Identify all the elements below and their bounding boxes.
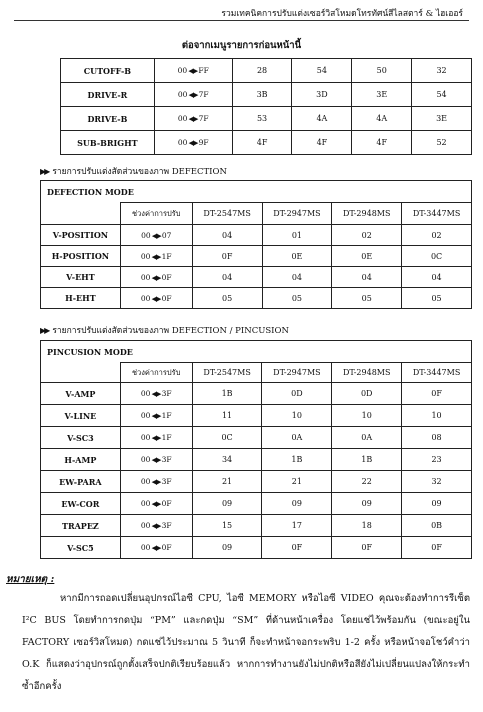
value-cell: 05 — [332, 288, 402, 309]
value-cell: 4F — [292, 131, 352, 155]
value-cell: 0E — [262, 246, 332, 267]
value-cell: 1B — [262, 449, 332, 471]
note-body: หากมีการถอดเปลี่ยนอุปกรณ์ไอซี CPU, ไอซี MEMORY หรือไอซี VIDEO คุณจะต้องทำการรีเซ็ต I²C BUS โดยทำการกดปุ่ม “PM” และกดปุ่ม “SM” ที่ด้านหน้าเครื่อง โดยแช่ไว้พร้อมกัน (ขณะอยู่ใน FACTORY เซอร์วิสโหมด) กดแช่ไว้ประมาณ 5 วินาที ก็จะทำหน้าจอกระพริบ 1-2 ครั้ง หรือหน้าจอโชว์คำว่า O.K ก็แสดงว่าอุปกรณ์ถูกตั้งเสร็จปกติเรียบร้อยแล้ว หากการทำงานยังไม่ปกติหรือสียังไม่เปลี่ยนแปลงให้กระทำซ้ำอีกครั้ง — [22, 593, 470, 692]
value-cell: 15 — [192, 515, 262, 537]
value-cell: 34 — [192, 449, 262, 471]
row-label: EW-PARA — [41, 471, 121, 493]
value-cell: 08 — [402, 427, 472, 449]
value-cell: 32 — [412, 59, 472, 83]
model-header: DT-2547MS — [192, 363, 262, 383]
range-to: 3F — [161, 455, 172, 464]
value-cell: 1B — [192, 383, 262, 405]
range-arrows-icon: ◀▶ — [150, 273, 162, 282]
row-label: H-EHT — [41, 288, 121, 309]
range-arrows-icon: ◀▶ — [187, 67, 199, 75]
range-cell — [120, 288, 192, 309]
range-to: 0F — [161, 543, 172, 552]
table-row — [41, 405, 472, 427]
value-cell: 0C — [402, 246, 472, 267]
range-cell — [120, 427, 192, 449]
table-row — [41, 537, 472, 559]
row-label: H-POSITION — [41, 246, 121, 267]
range-to: 0F — [161, 272, 172, 282]
row-label: V-POSITION — [41, 225, 121, 246]
range-from: 00 — [140, 477, 151, 486]
range-arrows-icon: ◀▶ — [187, 91, 199, 99]
pincusion-mode-label: PINCUSION MODE — [41, 341, 472, 363]
value-cell: 0E — [332, 246, 402, 267]
model-header: DT-2947MS — [262, 203, 332, 225]
value-cell: 0F — [262, 537, 332, 559]
value-cell: 0F — [402, 383, 472, 405]
value-cell: 3E — [412, 107, 472, 131]
range-arrows-icon: ◀▶ — [150, 412, 162, 420]
value-cell: 09 — [192, 537, 262, 559]
model-header: DT-2547MS — [192, 203, 262, 225]
model-header: DT-3447MS — [402, 363, 472, 383]
range-from: 00 — [140, 251, 151, 261]
table-continued — [60, 58, 472, 155]
value-cell: 18 — [332, 515, 402, 537]
table-row — [41, 493, 472, 515]
defection-mode-label: DEFECTION MODE — [41, 181, 472, 203]
range-to: 07 — [161, 230, 172, 240]
table-row — [41, 288, 472, 309]
value-cell: 0F — [332, 537, 402, 559]
header-blank — [41, 203, 121, 225]
value-cell: 0C — [192, 427, 262, 449]
range-cell — [120, 515, 192, 537]
value-cell: 52 — [412, 131, 472, 155]
value-cell: 10 — [402, 405, 472, 427]
value-cell: 54 — [412, 83, 472, 107]
value-cell: 3B — [232, 83, 292, 107]
range-arrows-icon: ◀▶ — [150, 478, 162, 486]
table-pincusion — [40, 340, 472, 559]
value-cell: 09 — [402, 493, 472, 515]
table-row — [41, 267, 472, 288]
range-from: 00 — [140, 293, 151, 303]
range-to: 1F — [161, 433, 172, 442]
range-to: 3F — [161, 477, 172, 486]
continued-caption: ต่อจากเมนูรายการก่อนหน้านี้ — [181, 40, 302, 51]
value-cell: 4F — [352, 131, 412, 155]
range-arrows-icon: ◀▶ — [150, 252, 162, 261]
value-cell: 05 — [192, 288, 262, 309]
row-label: SUB-BRIGHT — [61, 131, 155, 155]
range-to: 0F — [161, 293, 172, 303]
range-from: 00 — [177, 114, 188, 123]
value-cell: 17 — [262, 515, 332, 537]
header-blank — [41, 363, 121, 383]
range-from: 00 — [140, 455, 151, 464]
range-cell — [120, 537, 192, 559]
header-row — [41, 363, 472, 383]
model-header: DT-2947MS — [262, 363, 332, 383]
value-cell: 09 — [262, 493, 332, 515]
range-arrows-icon: ◀▶ — [150, 434, 162, 442]
range-arrows-icon: ◀▶ — [150, 231, 162, 240]
value-cell: 01 — [262, 225, 332, 246]
value-cell: 21 — [262, 471, 332, 493]
value-cell: 05 — [402, 288, 472, 309]
range-header: ช่วงค่าการปรับ — [120, 203, 192, 225]
range-from: 00 — [140, 411, 151, 420]
range-from: 00 — [141, 230, 151, 240]
range-from: 00 — [140, 272, 151, 282]
table-row — [61, 59, 472, 83]
range-cell — [154, 131, 232, 155]
row-label: EW-COR — [41, 493, 121, 515]
value-cell: 53 — [232, 107, 292, 131]
range-to: 3F — [161, 389, 172, 398]
range-cell — [120, 383, 192, 405]
range-to: FF — [198, 66, 209, 75]
value-cell: 09 — [192, 493, 262, 515]
value-cell: 04 — [402, 267, 472, 288]
model-header: DT-2948MS — [332, 203, 402, 225]
row-label: V-EHT — [41, 267, 121, 288]
section-defection-title: ▶▶ รายการปรับแต่งสัดส่วนของภาพ DEFECTION — [40, 167, 227, 177]
value-cell: 09 — [332, 493, 402, 515]
value-cell: 02 — [402, 225, 472, 246]
range-from: 00 — [177, 66, 188, 75]
value-cell: 54 — [292, 59, 352, 83]
range-arrows-icon: ◀▶ — [187, 115, 199, 123]
value-cell: 0B — [402, 515, 472, 537]
value-cell: 0A — [262, 427, 332, 449]
row-label: V-SC5 — [41, 537, 121, 559]
range-arrows-icon: ◀▶ — [150, 500, 162, 508]
value-cell: 50 — [352, 59, 412, 83]
table-row — [41, 515, 472, 537]
table-row — [61, 131, 472, 155]
value-cell: 3D — [292, 83, 352, 107]
row-label: CUTOFF-B — [61, 59, 155, 83]
range-cell — [120, 225, 192, 246]
row-label: V-AMP — [41, 383, 121, 405]
value-cell: 0D — [262, 383, 332, 405]
note-heading: หมายเหตุ : — [6, 574, 55, 585]
row-label: V-SC3 — [41, 427, 121, 449]
range-from: 00 — [177, 90, 188, 99]
value-cell: 23 — [402, 449, 472, 471]
value-cell: 10 — [262, 405, 332, 427]
table-row — [41, 427, 472, 449]
value-cell: 3E — [352, 83, 412, 107]
range-cell — [120, 471, 192, 493]
row-label: DRIVE-B — [61, 107, 155, 131]
range-from: 00 — [177, 138, 188, 147]
range-cell — [120, 246, 192, 267]
table-defection — [40, 180, 472, 309]
value-cell: 04 — [192, 225, 262, 246]
model-header: DT-3447MS — [402, 203, 472, 225]
row-label: DRIVE-R — [61, 83, 155, 107]
range-to: 7F — [198, 90, 209, 99]
range-to: 0F — [161, 499, 172, 508]
value-cell: 28 — [232, 59, 292, 83]
range-cell — [120, 449, 192, 471]
row-label: V-LINE — [41, 405, 121, 427]
range-arrows-icon: ◀▶ — [187, 139, 199, 147]
value-cell: 04 — [262, 267, 332, 288]
table-row — [41, 383, 472, 405]
range-to: 1F — [161, 251, 172, 261]
double-arrow-icon: ▶▶ — [40, 167, 49, 176]
row-label: H-AMP — [41, 449, 121, 471]
header-row — [41, 203, 472, 225]
value-cell: 4A — [352, 107, 412, 131]
table-row — [41, 449, 472, 471]
range-from: 00 — [140, 389, 151, 398]
range-cell — [154, 59, 232, 83]
range-from: 00 — [140, 499, 151, 508]
range-to: 9F — [198, 138, 209, 147]
value-cell: 04 — [332, 267, 402, 288]
range-arrows-icon: ◀▶ — [150, 456, 162, 464]
header-rule — [14, 20, 469, 21]
double-arrow-icon: ▶▶ — [40, 326, 49, 335]
table-row — [41, 246, 472, 267]
range-cell — [154, 107, 232, 131]
value-cell: 21 — [192, 471, 262, 493]
value-cell: 11 — [192, 405, 262, 427]
value-cell: 02 — [332, 225, 402, 246]
range-cell — [120, 267, 192, 288]
range-cell — [120, 405, 192, 427]
range-to: 1F — [161, 411, 172, 420]
table-row — [61, 107, 472, 131]
value-cell: 10 — [332, 405, 402, 427]
table-row — [61, 83, 472, 107]
value-cell: 0A — [332, 427, 402, 449]
range-cell — [154, 83, 232, 107]
table-row — [41, 471, 472, 493]
range-arrows-icon: ◀▶ — [150, 544, 162, 552]
row-label: TRAPEZ — [41, 515, 121, 537]
value-cell: 04 — [192, 267, 262, 288]
range-from: 00 — [140, 543, 151, 552]
model-header: DT-2948MS — [332, 363, 402, 383]
value-cell: 0D — [332, 383, 402, 405]
range-header: ช่วงค่าการปรับ — [120, 363, 192, 383]
range-arrows-icon: ◀▶ — [150, 294, 162, 303]
value-cell: 05 — [262, 288, 332, 309]
value-cell: 0F — [402, 537, 472, 559]
range-arrows-icon: ◀▶ — [150, 390, 162, 398]
range-cell — [120, 493, 192, 515]
value-cell: 0F — [192, 246, 262, 267]
value-cell: 4F — [232, 131, 292, 155]
range-arrows-icon: ◀▶ — [150, 522, 162, 530]
range-to: 7F — [198, 114, 209, 123]
range-to: 3F — [161, 521, 172, 530]
page-header: รวมเทคนิคการปรับแต่งเซอร์วิสโหมดโทรทัศน์สีไลสตาร์ & ไฮเออร์ — [221, 9, 463, 19]
range-from: 00 — [140, 521, 151, 530]
value-cell: 4A — [292, 107, 352, 131]
value-cell: 1B — [332, 449, 402, 471]
table-row — [41, 225, 472, 246]
value-cell: 32 — [402, 471, 472, 493]
range-from: 00 — [140, 433, 151, 442]
value-cell: 22 — [332, 471, 402, 493]
section-pincusion-title: ▶▶ รายการปรับแต่งสัดส่วนของภาพ DEFECTION / PINCUSION — [40, 326, 289, 336]
